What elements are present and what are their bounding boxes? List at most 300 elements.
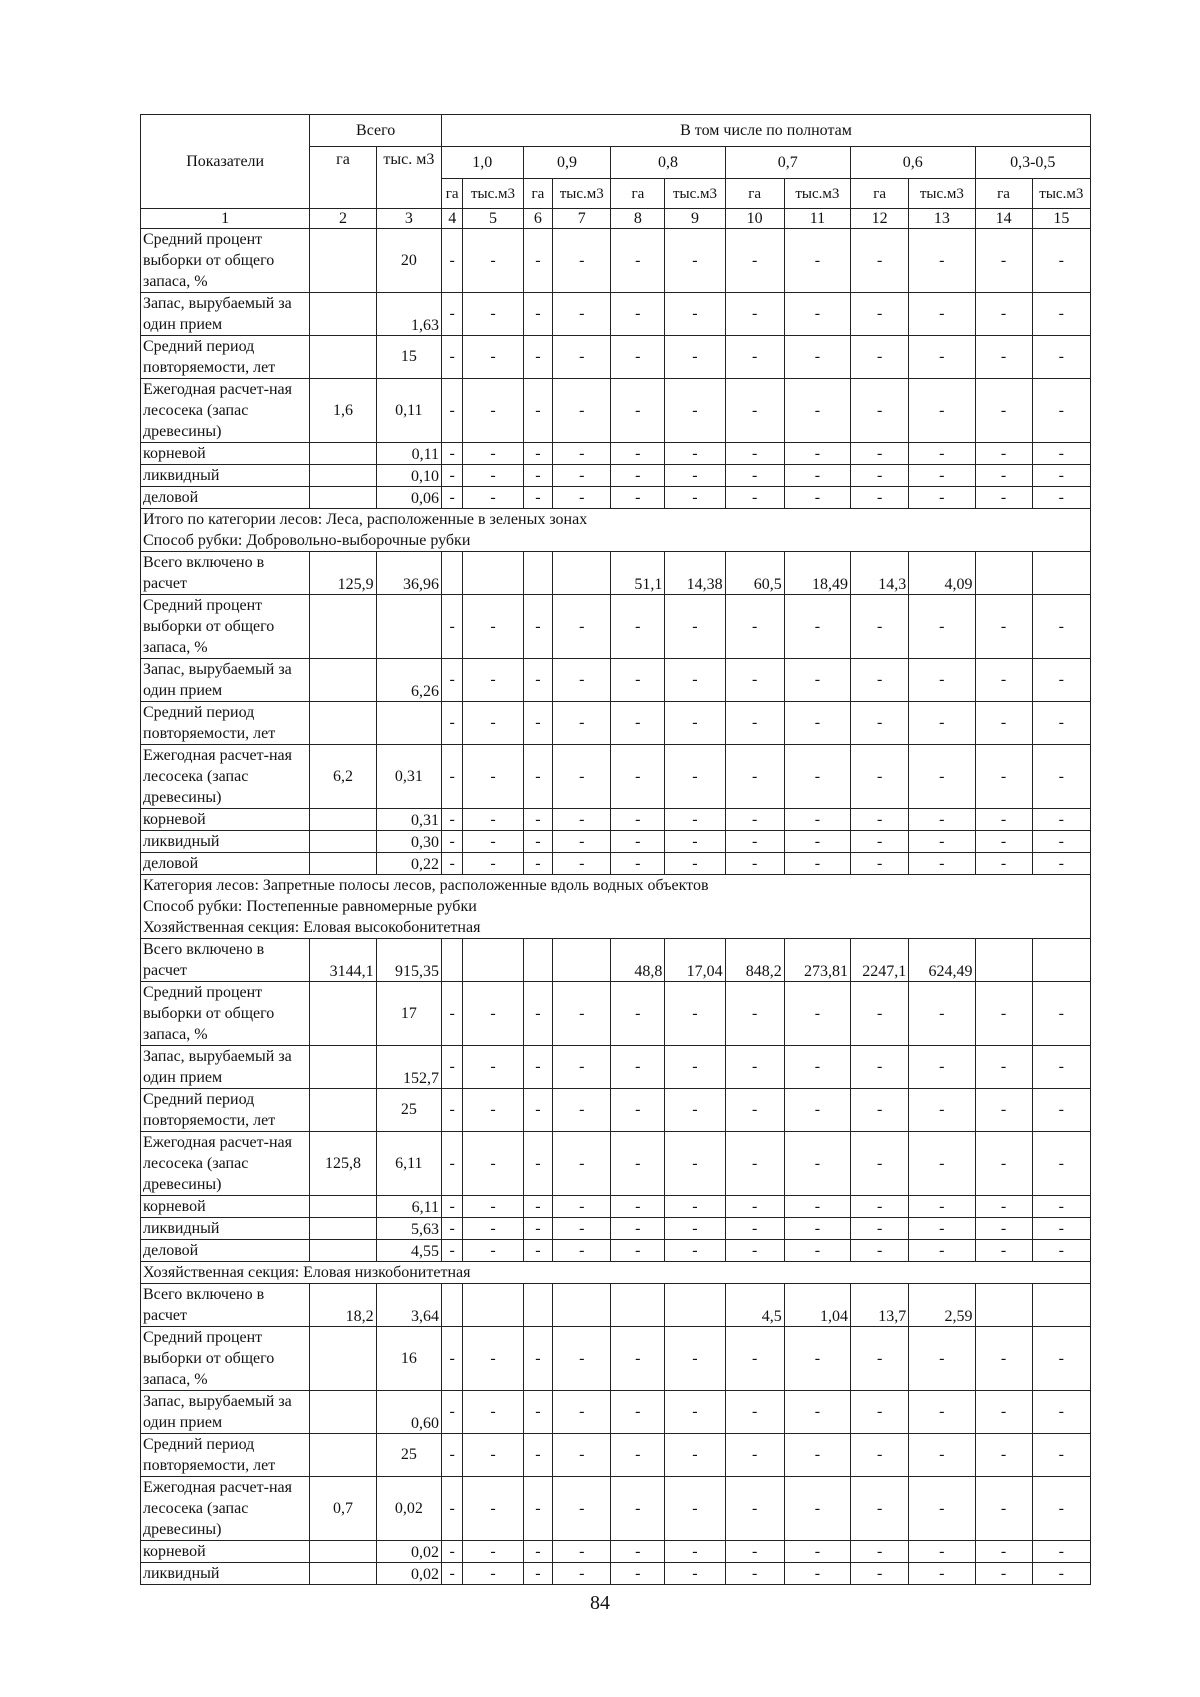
cell-dash: - [851,1541,909,1563]
cell-dash: - [725,1089,784,1132]
cell-dash: - [975,702,1032,745]
cell-dash: - [665,809,725,831]
cell-dash: - [665,443,725,465]
cell-dash: - [463,1132,523,1196]
column-number: 6 [523,209,553,229]
cell-area [441,1284,462,1327]
cell-dash: - [553,659,611,702]
row-label: Запас, вырубаемый за один прием [141,1046,310,1089]
cell-dash: - [611,465,665,487]
row-label: ликвидный [141,831,310,853]
cell-dash: - [784,1327,850,1391]
cell-dash: - [441,379,462,443]
cell-dash: - [441,229,462,293]
header-unit-ha: га [975,179,1032,209]
cell-dash: - [1032,831,1090,853]
cell-area: 2247,1 [851,939,909,982]
cell-dash: - [611,1089,665,1132]
cell-area [523,1284,553,1327]
cell-dash: - [463,1477,523,1541]
cell-dash: - [523,809,553,831]
header-unit-ha: га [851,179,909,209]
cell-dash: - [1032,1563,1090,1585]
row-label: Всего включено в расчет [141,939,310,982]
cell-area [441,939,462,982]
cell-volume: 4,55 [376,1240,441,1262]
table-row [141,552,1091,595]
cell-dash: - [851,1327,909,1391]
cell-volume: 5,63 [376,1218,441,1240]
cell-dash: - [784,1089,850,1132]
cell-dash: - [909,229,975,293]
cell-dash: - [784,853,850,875]
cell-volume: 17,04 [665,939,725,982]
cell-volume [1032,1284,1090,1327]
cell-volume: 0,31 [376,809,441,831]
cell-dash: - [909,982,975,1046]
table-row [141,379,1091,443]
cell-dash: - [851,293,909,336]
cell-dash: - [725,1327,784,1391]
cell-volume: 0,31 [376,745,441,809]
cell-volume: 20 [376,229,441,293]
cell-dash: - [553,1089,611,1132]
cell-volume [463,939,523,982]
table-row [141,1132,1091,1196]
cell-dash: - [725,702,784,745]
row-label: ликвидный [141,1218,310,1240]
cell-volume: 6,11 [376,1132,441,1196]
cell-dash: - [725,487,784,509]
header-density-group: 0,8 [611,147,725,179]
cell-dash: - [463,336,523,379]
column-number: 13 [909,209,975,229]
cell-dash: - [553,1196,611,1218]
cell-dash: - [725,659,784,702]
table-row [141,487,1091,509]
cell-dash: - [784,1046,850,1089]
cell-volume [553,939,611,982]
cell-dash: - [553,831,611,853]
cell-dash: - [784,443,850,465]
cell-dash: - [784,487,850,509]
cell-dash: - [975,1477,1032,1541]
header-unit-ha: га [611,179,665,209]
cell-area [441,552,462,595]
table-row [141,1541,1091,1563]
cell-dash: - [441,1327,462,1391]
row-label: корневой [141,809,310,831]
cell-volume: 0,30 [376,831,441,853]
cell-dash: - [725,293,784,336]
cell-dash: - [611,1327,665,1391]
cell-dash: - [851,1240,909,1262]
cell-area: 3144,1 [310,939,376,982]
cell-dash: - [784,1391,850,1434]
cell-area [310,487,376,509]
cell-dash: - [611,1434,665,1477]
cell-dash: - [784,831,850,853]
header-unit-volume: тыс.м3 [665,179,725,209]
row-label: Средний процент выборки от общего запаса, % [141,595,310,659]
header-column-numbers [141,209,1091,229]
cell-volume: 25 [376,1089,441,1132]
cell-volume: 3,64 [376,1284,441,1327]
cell-dash: - [975,443,1032,465]
cell-volume [376,595,441,659]
cell-dash: - [975,853,1032,875]
cell-volume: 18,49 [784,552,850,595]
cell-volume: 15 [376,336,441,379]
cell-area [310,336,376,379]
cell-dash: - [1032,809,1090,831]
cell-dash: - [725,809,784,831]
cell-dash: - [441,336,462,379]
cell-dash: - [553,1327,611,1391]
cell-dash: - [611,443,665,465]
table-row [141,1434,1091,1477]
cell-volume: 0,60 [376,1391,441,1434]
cell-dash: - [784,745,850,809]
row-label: Всего включено в расчет [141,552,310,595]
cell-volume [665,1284,725,1327]
cell-dash: - [909,487,975,509]
cell-dash: - [784,1477,850,1541]
cell-dash: - [909,379,975,443]
header-unit-ha: га [725,179,784,209]
cell-dash: - [725,465,784,487]
cell-dash: - [1032,465,1090,487]
cell-dash: - [851,1391,909,1434]
column-number: 2 [310,209,376,229]
header-unit-volume: тыс.м3 [463,179,523,209]
cell-dash: - [851,745,909,809]
cell-volume: 0,22 [376,853,441,875]
header-density-group: 0,6 [851,147,975,179]
cell-dash: - [523,659,553,702]
row-label: корневой [141,1541,310,1563]
row-label: Средний период повторяемости, лет [141,702,310,745]
cell-dash: - [523,702,553,745]
header-unit-volume: тыс.м3 [1032,179,1090,209]
cell-dash: - [665,1434,725,1477]
table-row [141,702,1091,745]
cell-dash: - [725,1477,784,1541]
cell-volume [376,702,441,745]
cell-dash: - [665,702,725,745]
cell-dash: - [441,293,462,336]
cell-dash: - [611,809,665,831]
cell-dash: - [665,336,725,379]
cell-dash: - [975,336,1032,379]
cell-dash: - [523,1089,553,1132]
cell-dash: - [463,809,523,831]
cell-dash: - [851,487,909,509]
cell-volume [1032,552,1090,595]
header-unit-volume: тыс.м3 [784,179,850,209]
cell-dash: - [611,293,665,336]
column-number: 7 [553,209,611,229]
table-row [141,293,1091,336]
cell-dash: - [553,745,611,809]
cell-dash: - [553,465,611,487]
cell-area: 48,8 [611,939,665,982]
cell-area [310,443,376,465]
cell-area: 1,6 [310,379,376,443]
section-row [141,875,1091,939]
cell-dash: - [611,379,665,443]
row-label: Ежегодная расчет-ная лесосека (запас древесины) [141,379,310,443]
header-unit-volume: тыс.м3 [553,179,611,209]
table-row [141,595,1091,659]
cell-dash: - [851,465,909,487]
cell-dash: - [611,1477,665,1541]
cell-dash: - [463,982,523,1046]
cell-dash: - [611,1046,665,1089]
cell-area: 13,7 [851,1284,909,1327]
cell-volume: 0,10 [376,465,441,487]
cell-dash: - [441,487,462,509]
row-label: Средний процент выборки от общего запаса, % [141,229,310,293]
cell-area: 60,5 [725,552,784,595]
cell-volume: 6,26 [376,659,441,702]
cell-dash: - [975,1541,1032,1563]
cell-dash: - [665,379,725,443]
cell-dash: - [665,465,725,487]
cell-dash: - [665,595,725,659]
cell-dash: - [975,745,1032,809]
header-unit-ha: га [441,179,462,209]
row-label: корневой [141,1196,310,1218]
cell-dash: - [1032,1391,1090,1434]
cell-area [310,982,376,1046]
cell-dash: - [851,1434,909,1477]
cell-volume: 624,49 [909,939,975,982]
cell-dash: - [463,487,523,509]
cell-dash: - [909,1240,975,1262]
cell-area: 18,2 [310,1284,376,1327]
header-density-group: 1,0 [441,147,523,179]
cell-dash: - [441,982,462,1046]
cell-dash: - [463,443,523,465]
cell-dash: - [553,293,611,336]
cell-dash: - [665,487,725,509]
header-indicators: Показатели [141,115,310,209]
cell-dash: - [463,853,523,875]
row-label: Ежегодная расчет-ная лесосека (запас древесины) [141,1477,310,1541]
cell-dash: - [665,1563,725,1585]
row-label: Средний процент выборки от общего запаса, % [141,1327,310,1391]
cell-dash: - [1032,1132,1090,1196]
cell-dash: - [611,1218,665,1240]
cell-dash: - [463,659,523,702]
cell-dash: - [851,831,909,853]
column-number: 9 [665,209,725,229]
cell-area [310,1240,376,1262]
cell-dash: - [441,659,462,702]
cell-dash: - [463,745,523,809]
cell-volume: 0,02 [376,1477,441,1541]
cell-dash: - [851,595,909,659]
cell-dash: - [784,982,850,1046]
cell-dash: - [851,1046,909,1089]
row-label: Средний период повторяемости, лет [141,336,310,379]
cell-dash: - [463,702,523,745]
table-row [141,465,1091,487]
cell-dash: - [784,1434,850,1477]
cell-dash: - [611,1196,665,1218]
cell-volume [553,1284,611,1327]
cell-dash: - [725,1046,784,1089]
cell-dash: - [553,1563,611,1585]
cell-dash: - [725,443,784,465]
cell-dash: - [665,1327,725,1391]
cell-dash: - [463,1563,523,1585]
cell-dash: - [523,1196,553,1218]
cell-dash: - [784,1196,850,1218]
cell-volume: 1,04 [784,1284,850,1327]
cell-area [523,552,553,595]
cell-dash: - [441,809,462,831]
cell-dash: - [784,595,850,659]
cell-area [310,229,376,293]
cell-volume [463,552,523,595]
cell-dash: - [784,659,850,702]
cell-dash: - [463,229,523,293]
column-number: 3 [376,209,441,229]
cell-dash: - [975,487,1032,509]
cell-dash: - [909,443,975,465]
cell-dash: - [909,293,975,336]
cell-dash: - [553,1391,611,1434]
cell-volume: 0,06 [376,487,441,509]
cell-dash: - [975,379,1032,443]
cell-dash: - [725,982,784,1046]
header-total-volume: тыс. м3 [376,147,441,209]
cell-dash: - [1032,229,1090,293]
cell-volume [553,552,611,595]
cell-dash: - [784,1132,850,1196]
cell-dash: - [523,1046,553,1089]
cell-volume: 1,63 [376,293,441,336]
cell-dash: - [553,1218,611,1240]
cell-dash: - [909,1434,975,1477]
cell-area [611,1284,665,1327]
cell-dash: - [441,595,462,659]
cell-area [975,1284,1032,1327]
table-row [141,1046,1091,1089]
cell-area [310,659,376,702]
cell-dash: - [523,1563,553,1585]
table-row [141,1196,1091,1218]
cell-dash: - [909,465,975,487]
row-label: Запас, вырубаемый за один прием [141,293,310,336]
cell-dash: - [441,1046,462,1089]
cell-area: 4,5 [725,1284,784,1327]
cell-area [310,1563,376,1585]
cell-dash: - [523,853,553,875]
forest-harvest-table [140,114,1091,1585]
cell-dash: - [463,1434,523,1477]
cell-area [310,293,376,336]
row-label: Всего включено в расчет [141,1284,310,1327]
cell-dash: - [975,465,1032,487]
header-by-density: В том числе по полнотам [441,115,1090,147]
cell-dash: - [909,1132,975,1196]
cell-dash: - [1032,595,1090,659]
cell-dash: - [909,853,975,875]
section-heading: Хозяйственная секция: Еловая низкобонитетная [141,1262,1091,1284]
cell-volume: 915,35 [376,939,441,982]
cell-dash: - [1032,982,1090,1046]
cell-dash: - [725,853,784,875]
cell-dash: - [909,1196,975,1218]
cell-dash: - [851,336,909,379]
cell-volume: 4,09 [909,552,975,595]
cell-dash: - [665,853,725,875]
cell-dash: - [611,659,665,702]
cell-dash: - [665,229,725,293]
cell-dash: - [665,1240,725,1262]
table-row [141,1563,1091,1585]
header-unit-ha: га [523,179,553,209]
cell-dash: - [553,443,611,465]
table-header [141,115,1091,229]
table-row [141,1327,1091,1391]
cell-dash: - [1032,336,1090,379]
header-total-ha: га [310,147,376,209]
cell-dash: - [463,1391,523,1434]
column-number: 14 [975,209,1032,229]
cell-area [310,1541,376,1563]
cell-dash: - [909,1046,975,1089]
cell-dash: - [611,745,665,809]
cell-dash: - [463,465,523,487]
cell-dash: - [851,1132,909,1196]
cell-dash: - [441,1132,462,1196]
cell-area: 848,2 [725,939,784,982]
cell-volume: 14,38 [665,552,725,595]
cell-area [310,1196,376,1218]
cell-dash: - [441,1196,462,1218]
cell-dash: - [725,1132,784,1196]
table-row [141,831,1091,853]
cell-dash: - [1032,443,1090,465]
row-label: Средний процент выборки от общего запаса, % [141,982,310,1046]
cell-dash: - [553,229,611,293]
column-number: 15 [1032,209,1090,229]
cell-area: 0,7 [310,1477,376,1541]
cell-dash: - [665,1391,725,1434]
cell-area [975,552,1032,595]
cell-dash: - [1032,1541,1090,1563]
cell-dash: - [725,1391,784,1434]
cell-dash: - [909,1089,975,1132]
cell-dash: - [463,1218,523,1240]
cell-dash: - [553,1434,611,1477]
table-row [141,939,1091,982]
header-total: Всего [310,115,442,147]
cell-dash: - [523,465,553,487]
table-row [141,229,1091,293]
cell-dash: - [463,293,523,336]
cell-dash: - [611,853,665,875]
cell-volume: 17 [376,982,441,1046]
cell-volume: 0,11 [376,443,441,465]
cell-dash: - [909,809,975,831]
header-density-group: 0,7 [725,147,850,179]
table-row [141,1477,1091,1541]
